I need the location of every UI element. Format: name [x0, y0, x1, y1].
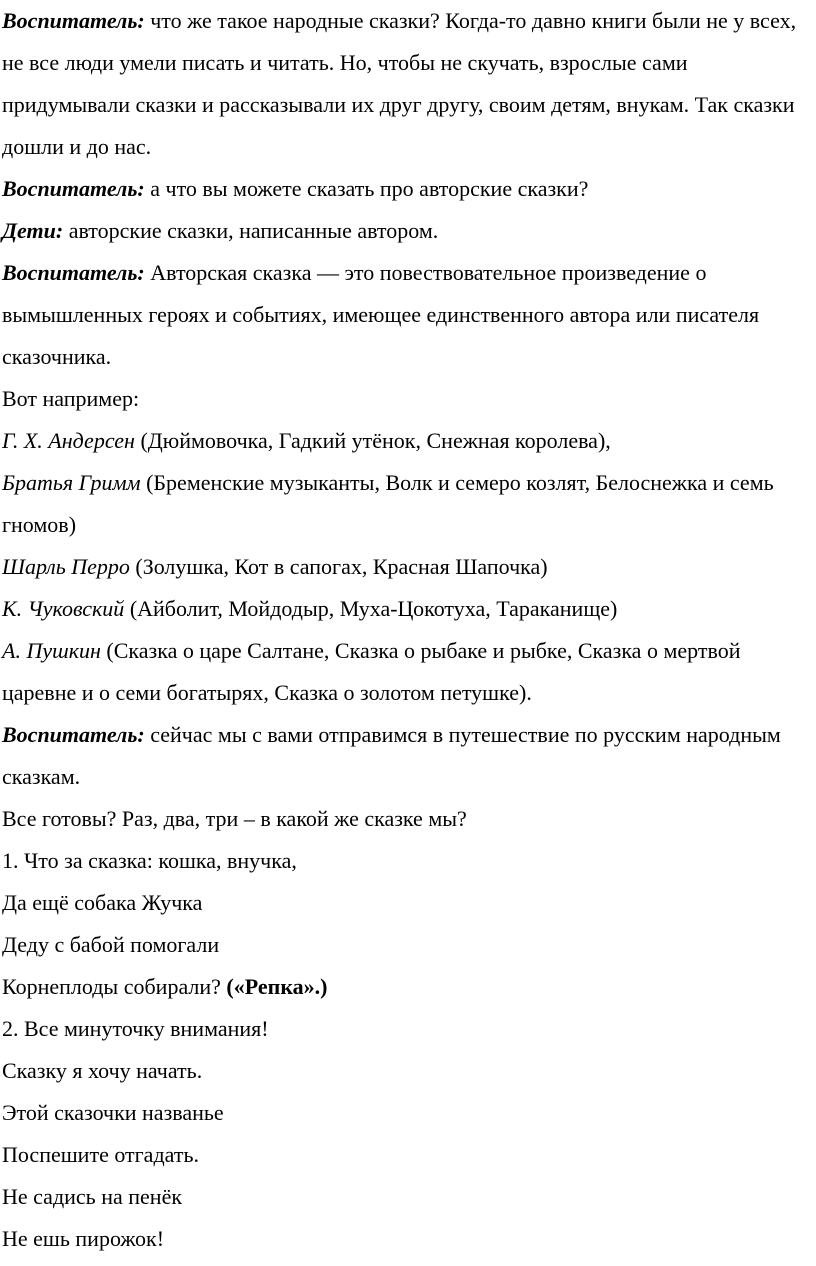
speaker-label: Дети: — [2, 218, 64, 243]
author-name: Г. Х. Андерсен — [2, 428, 135, 453]
paragraph — [2, 546, 814, 588]
riddle-line — [2, 1176, 814, 1218]
paragraph-text: 1. Что за сказка: кошка, внучка, — [2, 848, 297, 873]
paragraph — [2, 168, 814, 210]
paragraph — [2, 210, 814, 252]
paragraph-text: (Дюймовочка, Гадкий утёнок, Снежная королева), — [134, 428, 611, 453]
author-name: К. Чуковский — [2, 596, 125, 621]
paragraph-text: Этой сказочки названье — [2, 1100, 224, 1125]
paragraph-text: Не ешь пирожок! — [2, 1226, 165, 1251]
speaker-label: Воспитатель: — [2, 176, 145, 201]
riddle-line — [2, 966, 814, 1008]
paragraph-text: 2. Все минуточку внимания! — [2, 1016, 269, 1041]
paragraph-text: Не садись на пенёк — [2, 1184, 183, 1209]
paragraph-text: (Сказка о царе Салтане, Сказка о рыбаке и рыбке, Сказка о мертвой царевне и о семи богатырях, Сказка о золотом петушке). — [2, 638, 741, 705]
riddle-line — [2, 1092, 814, 1134]
paragraph-text: а что вы можете сказать про авторские сказки? — [144, 176, 589, 201]
paragraph — [2, 252, 814, 378]
paragraph — [2, 420, 814, 462]
paragraph-text: авторские сказки, написанные автором. — [63, 218, 439, 243]
riddle-line — [2, 924, 814, 966]
riddle-line — [2, 1050, 814, 1092]
speaker-label: Воспитатель: — [2, 8, 145, 33]
riddle-line — [2, 1134, 814, 1176]
paragraph-text: Все готовы? Раз, два, три – в какой же сказке мы? — [2, 806, 467, 831]
paragraph-text: (Золушка, Кот в сапогах, Красная Шапочка) — [129, 554, 548, 579]
speaker-label: Воспитатель: — [2, 722, 145, 747]
paragraph — [2, 378, 814, 420]
paragraph-text: (Бременские музыканты, Волк и семеро козлят, Белоснежка и семь гномов) — [2, 470, 774, 537]
paragraph-text: Поспешите отгадать. — [2, 1142, 199, 1167]
paragraph — [2, 630, 814, 714]
paragraph-text: Деду с бабой помогали — [2, 932, 220, 957]
riddle-line — [2, 1218, 814, 1260]
paragraph-text: Авторская сказка — это повествовательное произведение о вымышленных героях и событиях, имеющее единственного автора или писателя сказочника. — [2, 260, 760, 369]
author-name: А. Пушкин — [2, 638, 101, 663]
paragraph — [2, 0, 814, 168]
author-name: Шарль Перро — [2, 554, 130, 579]
riddle-line — [2, 1008, 814, 1050]
paragraph — [2, 462, 814, 546]
paragraph-text: Вот например: — [2, 386, 140, 411]
author-name: Братья Гримм — [2, 470, 141, 495]
paragraph-text: (Айболит, Мойдодыр, Муха-Цокотуха, Тараканище) — [124, 596, 618, 621]
riddle-line — [2, 882, 814, 924]
paragraph-text: сейчас мы с вами отправимся в путешествие по русским народным сказкам. — [2, 722, 781, 789]
paragraph — [2, 714, 814, 798]
paragraph-text: что же такое народные сказки? Когда-то давно книги были не у всех, не все люди умели писать и читать. Но, чтобы не скучать, взрослые сами придумывали сказки и рассказывали их друг другу, своим детям, внукам. Так сказки дошли и до нас. — [2, 8, 797, 159]
paragraph-text: Корнеплоды собирали? — [2, 974, 227, 999]
paragraph-text: Сказку я хочу начать. — [2, 1058, 203, 1083]
riddle-answer: («Репка».) — [226, 974, 328, 999]
speaker-label: Воспитатель: — [2, 260, 145, 285]
riddle-line — [2, 840, 814, 882]
paragraph — [2, 798, 814, 840]
paragraph-text: Да ещё собака Жучка — [2, 890, 203, 915]
paragraph — [2, 588, 814, 630]
